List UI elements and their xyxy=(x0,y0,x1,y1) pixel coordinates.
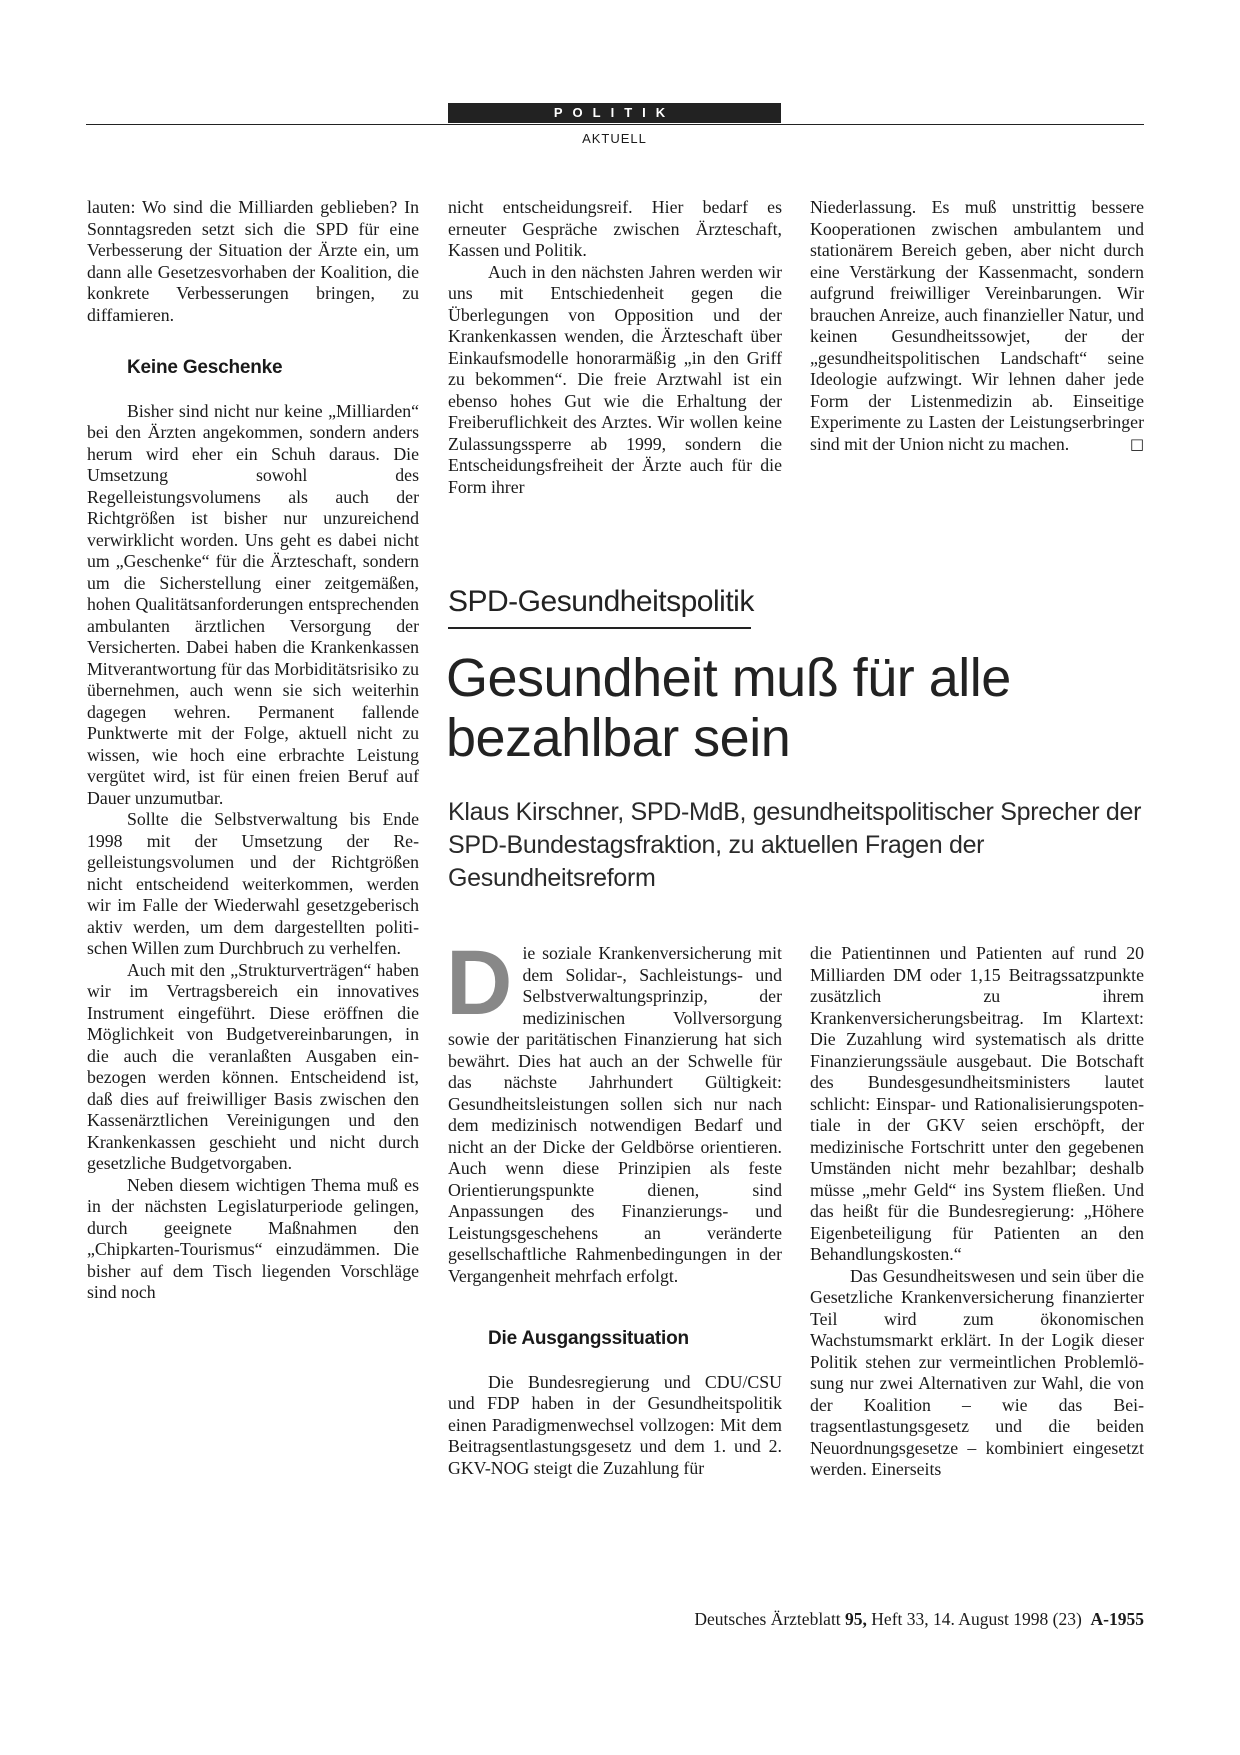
prev-article-column-1 xyxy=(87,197,419,1304)
page-number: A-1955 xyxy=(1090,1609,1144,1629)
end-mark: □ xyxy=(1129,434,1144,453)
subsection-label: AKTUELL xyxy=(582,131,647,146)
paragraph: Auch in den nächsten Jahren werden wir uns mit Entschiedenheit gegen die Überlegungen von Opposition und der Krankenkassen wenden, die Ärzteschaft über Einkaufsmodelle honorarmäßig „in den Griff zu bekommen“. Die freie Arztwahl ist ein ebenso hohes Gut wie die Erhaltung der Freiberuflichkeit des Arztes. Wir wollen keine Zulassungssperre ab 1999, sondern die Entscheidungsfreiheit der Ärzte auch für die Form ihrer xyxy=(448,261,782,497)
paragraph-text: ie soziale Krankenversicherung mit dem Solidar-, Sachleistungs- und Selbstverwaltungsprinzip, der medizinischen Vollversorgung sowie der paritätischen Finanzierung hat sich bewährt. Dies hat auch an der Schwelle für das nächste Jahrhundert Gültigkeit: Gesundheitsleistungen sollen sich nur nach dem medizinisch notwendigen Bedarf und nicht an der Dicke der Geldbörse orientieren. Auch wenn diese Prinzipien als feste Orientierungspunkte dienen, sind Anpassungen des Finanzierungs- und Leistungsgeschehens an veränderte gesellschaftliche Rahmenbedingungen in der Vergangenheit mehrfach erfolgt. xyxy=(448,943,782,1286)
paragraph: lauten: Wo sind die Milliarden geblieben? In Sonntagsreden setzt sich die SPD für eine Verbesserung der Situation der Ärzte ein, um dann alle Gesetzesvorhaben der Koalition, die konkrete Verbesserungen bringen, zu diffamieren. xyxy=(87,197,419,325)
volume-number: 95, xyxy=(845,1609,867,1629)
paragraph: Das Gesundheitswesen und sein über die Gesetzliche Krankenversicherung finanzierter Teil wird zum ökonomischen Wachstumsmarkt erklärt. In der Logik dieser Politik stehen zur vermeintlichen Problemlösung nur zwei Alternativen zur Wahl, die von der Koalition – wie das Beitragsentlastungsgesetz und die beiden Neuordnungsgesetze – kombiniert eingesetzt werden. Einerseits xyxy=(810,1265,1144,1479)
article-deck: Klaus Kirschner, SPD-MdB, gesundheitspolitischer Sprecher der SPD-Bundestagsfraktion, zu aktuellen Fragen der Gesundheitsreform xyxy=(448,798,1142,892)
paragraph: Sollte die Selbstverwaltung bis Ende 1998 mit der Umsetzung der Regelleistungsvolumen und der Richtgrößen nicht entscheidend weiterkommen, werden wir im Falle der Wiederwahl gesetzgeberisch aktiv werden, um dem dargestellten politischen Willen zum Durchbruch zu verhelfen. xyxy=(87,809,419,958)
article-headline: Gesundheit muß für alle bezahlbar sein xyxy=(446,648,1011,768)
journal-name: Deutsches Ärzteblatt xyxy=(694,1609,841,1629)
paragraph-text: Niederlassung. Es muß unstrittig bessere Kooperationen zwischen ambulantem und stationärem Bereich geben, aber nicht durch eine Verstärkung der Kassenmacht, sondern aufgrund freiwilliger Vereinbarungen. Wir brauchen Anreize, auch finanzieller Natur, und keinen Gesundheitssowjet, der der „gesundheitspolitischen Landschaft“ seine Ideologie aufzwingt. Wir lehnen daher jede Form der Listenmedizin ab. Einseitige Experimente zu Lasten der Leistungserbringer sind mit der Union nicht zu machen. xyxy=(810,197,1144,454)
paragraph xyxy=(446,932,782,1287)
prev-article-column-3 xyxy=(810,197,1144,455)
paragraph: die Patientinnen und Patienten auf rund 20 Milliarden DM oder 1,15 Beitragssatzpunkte zusätzlich zu ihrem Krankenversicherungsbeitrag. Im Klartext: Die Zuzahlung wird systematisch als dritte Finanzierungssäule ausgebaut. Die Botschaft des Bundesgesundheitsministers lautet schlicht: Einspar- und Rationalisierungspotentiale in der GKV seien erschöpft, der medizinische Fortschritt unter den gegebenen Umständen nicht mehr bezahlbar; deshalb müsse „mehr Geld“ ins System fließen. Und das heißt für die Bundesregierung: „Höhere Eigenbeteiligung für Patienten an den Behandlungskosten.“ xyxy=(810,943,1144,1264)
section-heading: Keine Geschenke xyxy=(127,357,283,378)
article-column-2 xyxy=(810,943,1144,1481)
paragraph: Auch mit den „Strukturverträgen“ haben wir im Vertragsbereich ein innovatives Instrument eingeführt. Diese eröffnen die Möglichkeit von Budgetvereinbarungen, in die auch die veranlaßten Ausgaben einbezogen werden können. Entscheidend ist, daß dies auf freiwilliger Basis zwischen den Kassenärztlichen Vereinigungen und den Krankenkassen geschieht und nicht durch gesetzliche Budgetvorgaben. xyxy=(87,959,419,1173)
issue-info: Heft 33, 14. August 1998 (23) xyxy=(871,1609,1082,1629)
paragraph xyxy=(810,197,1144,455)
header-rule xyxy=(86,124,1144,125)
paragraph: Bisher sind nicht nur keine „Milliarden“ bei den Ärzten angekommen, sondern anders herum wird eher ein Schuh daraus. Die Umsetzung sowohl des Regelleistungsvolumens als auch der Richtgrößen ist bisher nur unzureichend verwirklicht worden. Uns geht es dabei nicht um „Geschenke“ für die Ärzteschaft, sondern um die Sicherstellung einer zeitgemäßen, hohen Qualitätsanforderungen entsprechenden ambulanten ärztlichen Versorgung der Versicherten. Dabei haben die Krankenkassen Mitverantwortung für das Morbiditätsrisiko zu übernehmen, auch wenn sie sich weiterhin dagegen wehren. Permanent fallende Punktwerte mit der Folge, aktuell nicht zu wissen, wie hoch eine erbrachte Leistung vergütet wird, ist für einen freien Beruf auf Dauer unzumutbar. xyxy=(87,400,419,808)
article-column-1 xyxy=(446,932,782,1479)
paragraph: nicht entscheidungsreif. Hier bedarf es erneuter Gespräche zwischen Ärzteschaft, Kassen und Politik. xyxy=(448,197,782,260)
article-kicker: SPD-Gesundheitspolitik xyxy=(448,585,754,618)
kicker-underline xyxy=(448,627,751,629)
page-footer xyxy=(694,1609,1144,1630)
drop-cap: D xyxy=(446,932,513,1034)
section-heading: Die Ausgangssituation xyxy=(488,1328,689,1349)
section-label: POLITIK xyxy=(448,103,781,123)
paragraph: Die Bundesregierung und CDU/CSU und FDP haben in der Gesundheitspolitik einen Paradigmenwechsel vollzogen: Mit dem Beitragsentlastungsgesetz und dem 1. und 2. GKV-NOG steigt die Zuzahlung für xyxy=(448,1371,782,1478)
prev-article-column-2 xyxy=(448,197,782,498)
paragraph: Neben diesem wichtigen Thema muß es in der nächsten Legislaturperiode gelingen, durch geeignete Maßnahmen den „Chipkarten-Tourismus“ einzudämmen. Die bisher auf dem Tisch liegenden Vorschläge sind noch xyxy=(87,1174,419,1302)
